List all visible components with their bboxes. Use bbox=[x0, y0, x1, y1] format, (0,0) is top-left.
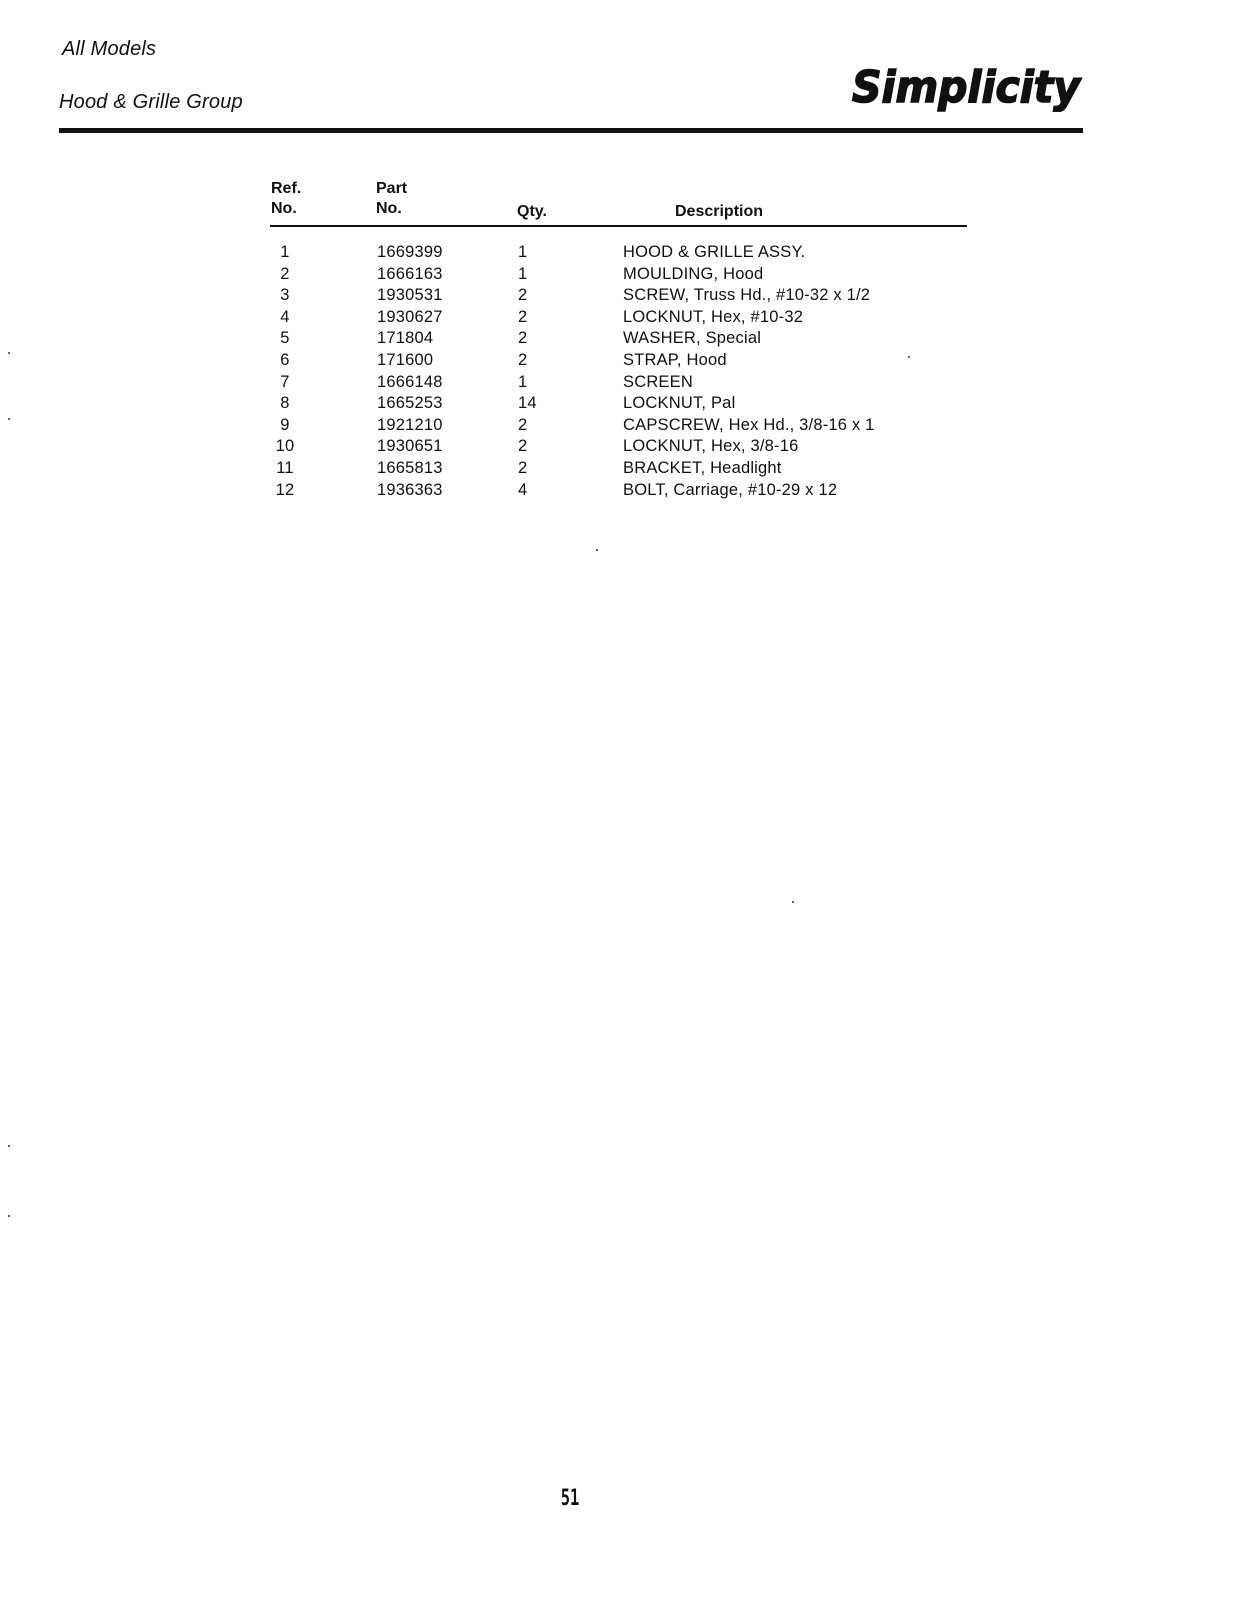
qty-cell: 2 bbox=[518, 415, 528, 434]
description-cell: SCREEN bbox=[623, 372, 693, 391]
table-row bbox=[270, 393, 970, 415]
ref-cell: 10 bbox=[275, 437, 295, 456]
qty-cell: 2 bbox=[518, 437, 528, 456]
description-cell: LOCKNUT, Hex, 3/8-16 bbox=[623, 437, 799, 456]
qty-cell: 2 bbox=[518, 286, 528, 305]
ref-cell: 8 bbox=[280, 394, 290, 413]
scan-speck bbox=[8, 418, 10, 420]
part-cell: 1930651 bbox=[377, 437, 443, 456]
models-label: All Models bbox=[62, 38, 157, 60]
qty-cell: 1 bbox=[518, 264, 528, 283]
part-no-header: Part No. bbox=[376, 180, 408, 217]
part-cell: 1665253 bbox=[377, 394, 443, 413]
qty-cell: 2 bbox=[518, 329, 528, 348]
table-row bbox=[270, 264, 970, 286]
part-cell: 171600 bbox=[377, 350, 434, 369]
qty-header: Qty. bbox=[517, 203, 547, 220]
scan-speck bbox=[8, 352, 10, 354]
description-cell: LOCKNUT, Pal bbox=[623, 394, 736, 413]
description-cell: SCREW, Truss Hd., #10-32 x 1/2 bbox=[623, 286, 871, 305]
table-row bbox=[270, 242, 970, 264]
part-cell: 171804 bbox=[377, 329, 434, 348]
ref-cell: 7 bbox=[280, 372, 290, 391]
ref-cell: 2 bbox=[280, 264, 290, 283]
part-cell: 1930627 bbox=[377, 307, 443, 326]
part-cell: 1669399 bbox=[377, 243, 443, 261]
ref-cell: 1 bbox=[280, 243, 290, 261]
table-row bbox=[270, 480, 970, 502]
qty-cell: 1 bbox=[518, 372, 528, 391]
scan-speck bbox=[792, 901, 794, 903]
part-cell: 1665813 bbox=[377, 458, 443, 477]
table-row bbox=[270, 328, 970, 350]
table-row bbox=[270, 285, 970, 307]
description-cell: WASHER, Special bbox=[623, 329, 762, 348]
ref-no-header: Ref. No. bbox=[271, 180, 302, 217]
description-cell: BRACKET, Headlight bbox=[623, 458, 782, 477]
ref-cell: 5 bbox=[280, 329, 290, 348]
ref-cell: 11 bbox=[276, 458, 294, 477]
logo-text: Simplicity bbox=[852, 62, 1083, 112]
ref-cell: 9 bbox=[280, 415, 290, 434]
ref-cell: 6 bbox=[280, 350, 290, 369]
qty-cell: 14 bbox=[518, 394, 537, 413]
description-header: Description bbox=[675, 203, 764, 220]
ref-cell: 3 bbox=[280, 286, 290, 305]
parts-table bbox=[270, 178, 970, 501]
description-cell: STRAP, Hood bbox=[623, 350, 727, 369]
description-cell: HOOD & GRILLE ASSY. bbox=[623, 243, 806, 261]
description-cell: BOLT, Carriage, #10-29 x 12 bbox=[623, 480, 838, 499]
table-header-rule bbox=[270, 225, 967, 227]
table-header bbox=[270, 178, 970, 226]
table-row bbox=[270, 350, 970, 372]
simplicity-logo bbox=[850, 60, 1086, 112]
table-row bbox=[270, 458, 970, 480]
section-title: Hood & Grille Group bbox=[59, 91, 243, 113]
qty-cell: 2 bbox=[518, 458, 528, 477]
part-cell: 1666163 bbox=[377, 264, 443, 283]
scan-speck bbox=[908, 356, 910, 358]
qty-cell: 2 bbox=[518, 350, 528, 369]
table-row bbox=[270, 307, 970, 329]
page-number: 51 bbox=[560, 1486, 580, 1511]
ref-cell: 12 bbox=[275, 480, 295, 499]
part-cell: 1921210 bbox=[377, 415, 443, 434]
description-cell: CAPSCREW, Hex Hd., 3/8-16 x 1 bbox=[623, 415, 875, 434]
scan-speck bbox=[8, 1215, 10, 1217]
ref-cell: 4 bbox=[280, 307, 290, 326]
part-cell: 1930531 bbox=[377, 286, 443, 305]
qty-cell: 2 bbox=[518, 307, 528, 326]
scan-speck bbox=[8, 1145, 10, 1147]
description-cell: LOCKNUT, Hex, #10-32 bbox=[623, 307, 804, 326]
table-body bbox=[270, 242, 970, 501]
qty-cell: 4 bbox=[518, 480, 528, 499]
part-cell: 1666148 bbox=[377, 372, 443, 391]
scan-speck bbox=[596, 549, 598, 551]
table-row bbox=[270, 415, 970, 437]
qty-cell: 1 bbox=[518, 243, 528, 261]
description-cell: MOULDING, Hood bbox=[623, 264, 764, 283]
table-row bbox=[270, 372, 970, 394]
table-row bbox=[270, 436, 970, 458]
part-cell: 1936363 bbox=[377, 480, 443, 499]
header-rule bbox=[59, 128, 1083, 133]
